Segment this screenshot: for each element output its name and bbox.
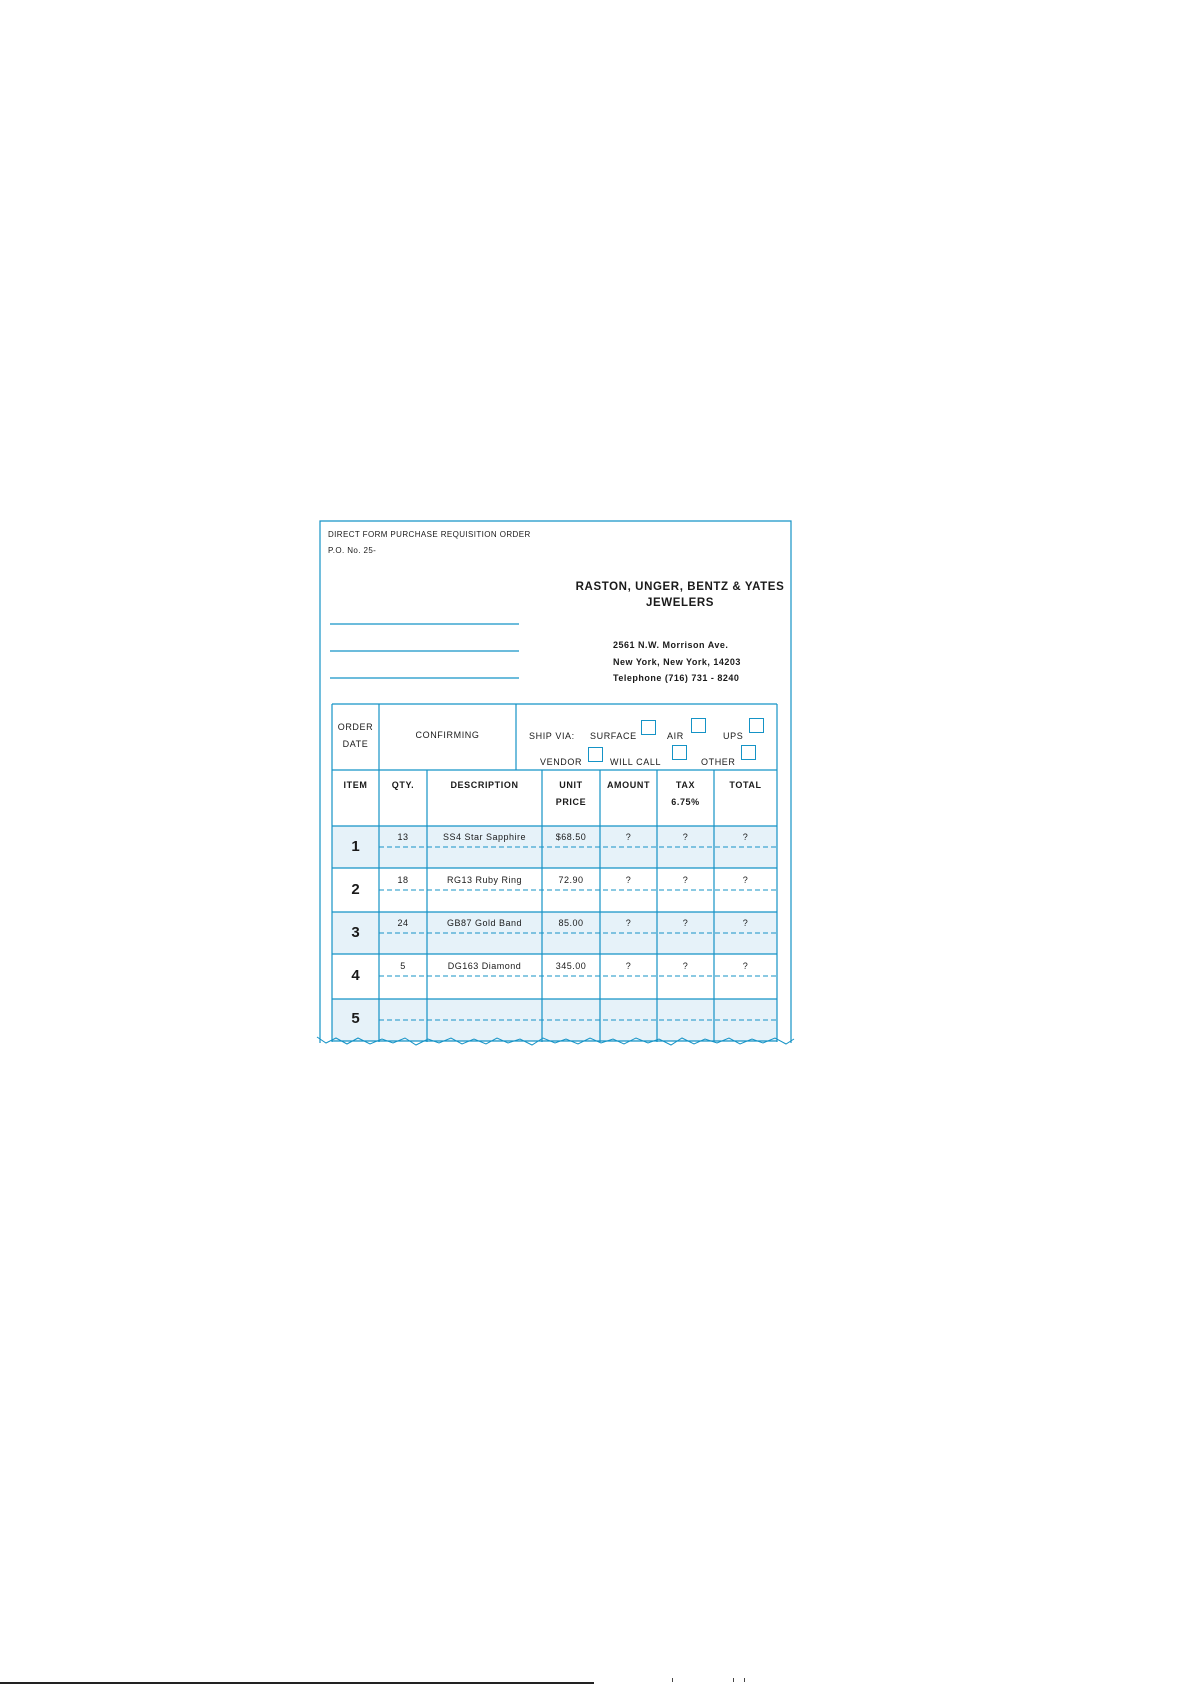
address-line2: New York, New York, 14203 <box>613 656 741 667</box>
row-total: ? <box>742 918 749 928</box>
col-header-qty: QTY. <box>391 780 415 790</box>
footer-rule <box>0 1682 594 1684</box>
company-address <box>613 637 741 687</box>
row-description: SS4 Star Sapphire <box>442 832 527 842</box>
row-amount: ? <box>625 875 632 885</box>
footer-tick <box>672 1678 673 1682</box>
row-description: DG163 Diamond <box>447 961 522 971</box>
row-amount: ? <box>625 918 632 928</box>
col-header-unit-price: UNIT PRICE <box>555 780 587 807</box>
company-name <box>575 579 785 611</box>
ship-option-willcall-label: WILL CALL <box>610 757 662 767</box>
row-description: GB87 Gold Band <box>446 918 523 928</box>
row-amount: ? <box>625 832 632 842</box>
ship-option-air-checkbox[interactable] <box>691 718 706 733</box>
row-total: ? <box>742 961 749 971</box>
address-line1: 2561 N.W. Morrison Ave. <box>613 640 729 650</box>
row-total: ? <box>742 832 749 842</box>
row-unit-price: 345.00 <box>555 961 587 971</box>
purchase-requisition-form <box>320 521 791 1042</box>
row-item-number: 4 <box>351 967 360 984</box>
col-header-amount: AMOUNT <box>606 780 651 790</box>
ship-option-surface-label: SURFACE <box>590 731 637 741</box>
ship-option-other-label: OTHER <box>701 757 736 767</box>
telephone: Telephone (716) 731 - 8240 <box>613 673 740 683</box>
ship-option-other-checkbox[interactable] <box>741 745 756 760</box>
address-blank-lines <box>330 624 519 678</box>
order-date-text: ORDER DATE <box>337 722 374 749</box>
row-tax: ? <box>682 875 689 885</box>
row-description: RG13 Ruby Ring <box>446 875 523 885</box>
row-tax: ? <box>682 832 689 842</box>
ship-option-air-label: AIR <box>667 731 684 741</box>
row-total: ? <box>742 875 749 885</box>
company-name-line2: JEWELERS <box>645 597 715 609</box>
col-header-description: DESCRIPTION <box>450 780 519 790</box>
row-qty: 24 <box>397 918 409 928</box>
row-item-number: 3 <box>351 924 360 941</box>
footer-tick <box>733 1678 734 1682</box>
row-item-number: 1 <box>351 838 360 855</box>
col-header-tax: TAX 6.75% <box>671 780 700 807</box>
row-tax: ? <box>682 918 689 928</box>
row-unit-price: 72.90 <box>558 875 584 885</box>
row-qty: 18 <box>397 875 409 885</box>
ship-option-willcall-checkbox[interactable] <box>672 745 687 760</box>
ship-option-surface-checkbox[interactable] <box>641 720 656 735</box>
row-qty: 5 <box>400 961 406 971</box>
col-header-item: ITEM <box>343 780 368 790</box>
footer-tick <box>744 1678 745 1682</box>
confirming-label: CONFIRMING <box>415 730 480 740</box>
form-title: DIRECT FORM PURCHASE REQUISITION ORDER <box>328 530 531 539</box>
row-unit-price: $68.50 <box>555 832 587 842</box>
row-unit-price: 85.00 <box>558 918 584 928</box>
row-qty: 13 <box>397 832 409 842</box>
row-amount: ? <box>625 961 632 971</box>
row-tax: ? <box>682 961 689 971</box>
po-number: P.O. No. 25- <box>328 546 377 555</box>
ship-option-vendor-checkbox[interactable] <box>588 747 603 762</box>
ship-option-ups-label: UPS <box>723 731 744 741</box>
company-name-line1: RASTON, UNGER, BENTZ & YATES <box>575 581 785 593</box>
ship-option-ups-checkbox[interactable] <box>749 718 764 733</box>
col-header-total: TOTAL <box>729 780 762 790</box>
row-item-number: 2 <box>351 881 360 898</box>
row-item-number: 5 <box>351 1010 360 1027</box>
ship-option-vendor-label: VENDOR <box>540 757 583 767</box>
ship-via-label: SHIP VIA: <box>529 731 575 741</box>
